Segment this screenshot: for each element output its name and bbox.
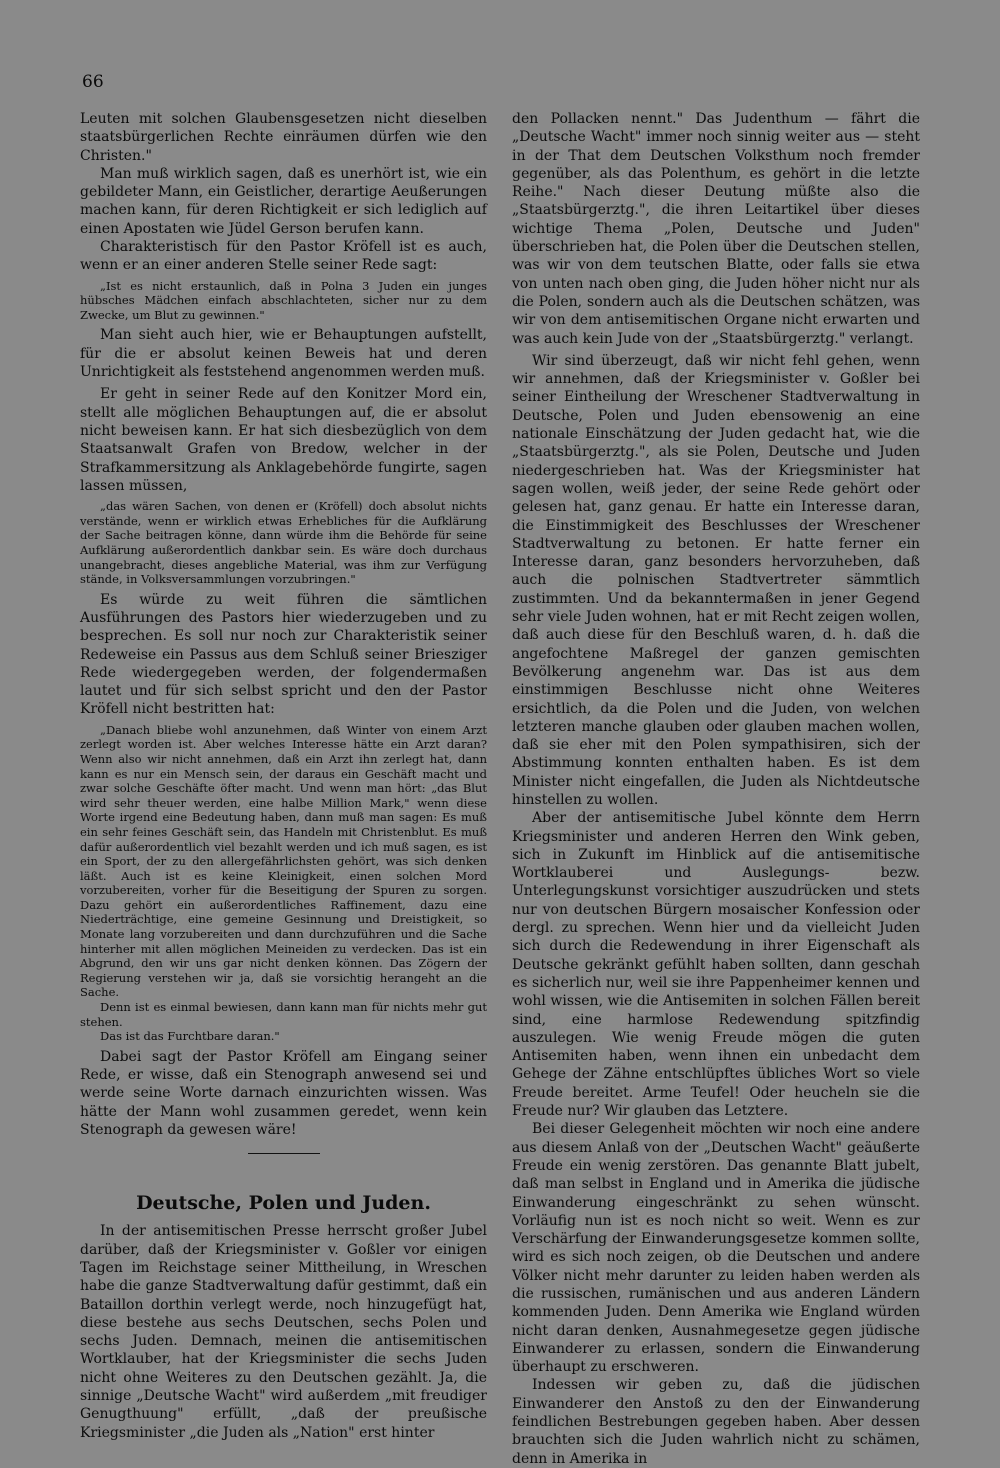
paragraph: Wir sind überzeugt, daß wir nicht fehl gehen, wenn wir annehmen, daß der Kriegsminister v. Goßler bei seiner Eintheilung der Wreschener Stadtverwaltung in Deutsche, Polen und Juden ebensowenig an eine nationale Einschätzung der Juden gedacht hat, wie die „Staatsbürgerztg.", als sie Polen, Deutsche und Juden niedergeschrieben hat. Was der Kriegsminister hat sagen wollen, weiß jeder, der seine Rede gehört oder gelesen hat, ganz genau. Er hatte ein Interesse daran, die Einstimmigkeit des Beschlusses der Wreschener Stadtverwaltung zu betonen. Er hatte ferner ein Interesse daran, ganz besonders hervorzuheben, daß auch die polnischen Stadtvertreter sämmtlich zustimmten. Und da bekanntermaßen in jener Gegend sehr viele Juden wohnen, hat er mit Recht zeigen wollen, daß auch diese für den Beschluß waren, d. h. daß die angefochtene Maßregel der ganzen gemischten Bevölkerung angenehm war. Das ist aus dem einstimmigen Beschlusse nicht ohne Weiteres ersichtlich, da die Polen und die Juden, von welchen letzteren manche glauben oder glauben machen wollen, daß sie eher mit den Polen sympathisiren, sich der Abstimmung konnten enthalten haben. Es ist dem Minister nicht eingefallen, die Juden als Nichtdeutsche hinstellen zu wollen. [512, 352, 920, 808]
quotation: „Ist es nicht erstaunlich, daß in Polna 3 Juden ein junges hübsches Mädchen einfach abschlachteten, sicher nur zu dem Zwecke, um Blut zu gewinnen." [80, 278, 487, 322]
article-heading: Deutsche, Polen und Juden. [136, 1192, 431, 1215]
paragraph: Leuten mit solchen Glaubensgesetzen nicht dieselben staatsbürgerlichen Rechte einräumen dürfen wie den Christen." [80, 111, 487, 164]
paragraph: Aber der antisemitische Jubel könnte dem Herrn Kriegsminister und anderen Herren den Wink geben, sich in Zukunft im Hinblick auf die antisemitische Wortklauberei und Auslegungs- bezw. Unterlegungskunst vorsichtiger auszudrücken und stets nur von deutschen Bürgern mosaischer Konfession oder dergl. zu sprechen. Wenn hier und da vielleicht Juden sich durch die Redewendung in ihrer Eigenschaft als Deutsche gekränkt gefühlt haben sollten, dann geschah es sicherlich nur, weil sie ihre Pappenheimer kennen und wohl wissen, wie die Antisemiten in solchen Fällen bereit sind, eine harmlose Redewendung spitzfindig auszulegen. Wie wenig Freude mögen die guten Antisemiten haben, wenn ihnen ein unbedacht dem Gehege der Zähne entschlüpftes übliches Wort so viele Freude bereitet. Arme Teufel! Oder heucheln sie die Freude nur? Wir glauben das Letztere. [512, 810, 920, 1120]
paragraph: Man muß wirklich sagen, daß es unerhört ist, wie ein gebildeter Mann, ein Geistlicher, derartige Aeußerungen machen kann, für deren Richtigkeit er sich lediglich auf einen Apostaten wie Jüdel Gerson berufen kann. [80, 165, 487, 237]
quotation: „Danach bliebe wohl anzunehmen, daß Winter von einem Arzt zerlegt worden ist. Aber welches Interesse hätte ein Arzt daran? Wenn also wir nicht annehmen, daß ein Arzt ihn zerlegt hat, dann kann es nur ein Mensch sein, der daraus ein Geschäft macht und zwar solche Geschäfte öfter macht. Und wenn man hört: „das Blut wird sehr theuer werden, eine halbe Million Mark," wenn diese Worte irgend eine Bedeutung haben, dann muß man sagen: Es muß ein sehr feines Geschäft sein, das Handeln mit Christenblut. Es muß dafür außerordentlich viel bezahlt werden und ich muß sagen, es ist ein Sport, der zu den allergefährlichsten gehört, was sich denken läßt. Auch ist es keine Kleinigkeit, einen solchen Mord vorzubereiten, vorher für die Beseitigung der Spuren zu sorgen. Dazu gehört ein außerordentliches Raffinement, dazu eine Niederträchtige, eine gemeine Gesinnung und Dreistigkeit, so Monate lang vorzubereiten und dann durchzuführen und die Sache hinterher mit allen möglichen Meineiden zu verdecken. Das ist ein Abgrund, den wir uns gar nicht denken können. Das Zögern der Regierung verstehen wir ja, daß sie vorsichtig herangeht an die Sache. [80, 722, 487, 1000]
paragraph: Bei dieser Gelegenheit möchten wir noch eine andere aus diesem Anlaß von der „Deutschen Wacht" geäußerte Freude ein wenig zerstören. Das genannte Blatt jubelt, daß man selbst in England und in Amerika die jüdische Einwanderung eingeschränkt zu sehen wünscht. Vorläufig nun ist es noch nicht so weit. Wenn es zur Verschärfung der Einwanderungsgesetze kommen sollte, wird es sich noch zeigen, ob die Deutschen und andere Völker nicht mehr darunter zu leiden haben werden als die russischen, rumänischen und aus anderen Ländern kommenden Juden. Denn Amerika wie England würden nicht daran denken, Ausnahmegesetze gegen jüdische Einwanderer zu erlassen, sondern die Einwanderung überhaupt zu erschweren. [512, 1121, 920, 1376]
paragraph: den Pollacken nennt." Das Judenthum — fährt die „Deutsche Wacht" immer noch sinnig weiter aus — steht in der That dem Deutschen Volksthum noch fremder gegenüber, als das Polenthum, es gehört in die letzte Reihe." Nach dieser Deutung müßte also die „Staatsbürgerztg.", die ihren Leitartikel über dieses wichtige Thema „Polen, Deutsche und Juden" überschrieben hat, die Polen über die Deutschen stellen, was wir von dem teutschen Blatte, oder falls sie etwa von unten nach oben ging, die Juden höher nicht nur als die Polen, sondern auch als die Deutschen schätzen, was wir von dem antisemitischen Organe nicht erwarten und was auch kein Jude von der „Staatsbürgerztg." verlangt. [512, 111, 920, 347]
section-divider [248, 1153, 320, 1154]
paragraph: Indessen wir geben zu, daß die jüdischen Einwanderer den Anstoß zu den der Einwanderung feindlichen Bestrebungen gegeben haben. Aber dessen brauchten sich die Juden wahrlich nicht zu schämen, denn in Amerika in [512, 1377, 920, 1467]
paragraph: Dabei sagt der Pastor Kröfell am Eingang seiner Rede, er wisse, daß ein Stenograph anwesend sei und werde seine Worte darnach einzurichten wissen. Was hätte der Mann wohl zusammen geredet, wenn kein Stenograph da gewesen wäre! [80, 1048, 487, 1139]
paragraph: In der antisemitischen Presse herrscht großer Jubel darüber, daß der Kriegsminister v. Goßler vor einigen Tagen im Reichstage seiner Mittheilung, in Wreschen habe die ganze Stadtverwaltung dafür gestimmt, daß ein Bataillon dorthin verlegt werde, noch hinzugefügt hat, diese bestehe aus sechs Deutschen, sechs Polen und sechs Juden. Demnach, meinen die antisemitischen Wortklauber, hat der Kriegsminister die sechs Juden nicht ohne Weiteres zu den Deutschen gezählt. Ja, die sinnige „Deutsche Wacht" wird außerdem „mit freudiger Genugthuung" erfüllt, „daß der preußische Kriegsminister „die Juden als „Nation" erst hinter [80, 1223, 487, 1441]
right-column [512, 110, 920, 1468]
quotation: Das ist das Furchtbare daran." [100, 1029, 280, 1044]
paragraph: Man sieht auch hier, wie er Behauptungen aufstellt, für die er absolut keinen Beweis hat und deren Unrichtigkeit als feststehend angenommen werden muß. [80, 327, 487, 381]
quotation: „das wären Sachen, von denen er (Kröfell) doch absolut nichts verstände, wenn er wirklich etwas Erhebliches für die Aufklärung der Sache beitragen könne, dann würde ihm die Behörde für seine Aufklärung außerordentlich dankbar sein. Es wäre doch durchaus unangebracht, dieses angebliche Material, was ihm zur Verfügung stände, in Volksversammlungen vorzubringen." [80, 499, 487, 587]
paragraph: Es würde zu weit führen die sämtlichen Ausführungen des Pastors hier wiederzugeben und zu besprechen. Es soll nur noch zur Charakteristik seiner Redeweise ein Passus aus dem Schluß seiner Briesziger Rede wiedergegeben werden, der folgendermaßen lautet und für sich selbst spricht und den der Pastor Kröfell nicht bestritten hat: [80, 591, 487, 718]
left-column [80, 110, 487, 1442]
paragraph: Er geht in seiner Rede auf den Konitzer Mord ein, stellt alle möglichen Behauptungen auf, die er absolut nicht beweisen kann. Er hat sich diesbezüglich von dem Staatsanwalt Grafen von Bredow, welcher in der Strafkammersitzung als Anklagebehörde fungirte, sagen lassen müssen, [80, 386, 487, 494]
paragraph: Charakteristisch für den Pastor Kröfell ist es auch, wenn er an einer anderen Stelle seiner Rede sagt: [80, 239, 487, 274]
quotation: Denn ist es einmal bewiesen, dann kann man für nichts mehr gut stehen. [80, 1000, 487, 1029]
page-number: 66 [82, 72, 104, 92]
